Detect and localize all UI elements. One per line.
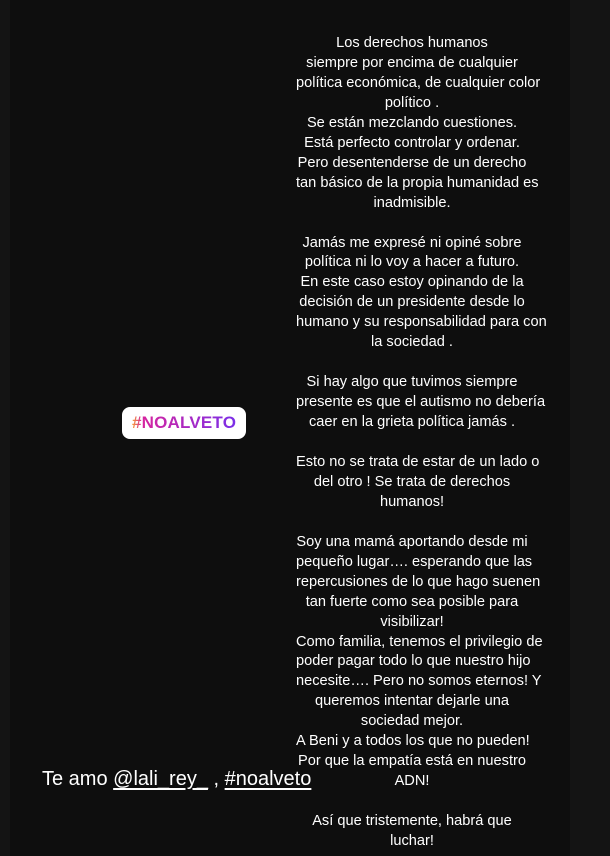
message-line: inadmisible.: [373, 194, 451, 211]
message-line: la sociedad .: [371, 334, 453, 351]
message-line: En este caso estoy opinando de la: [300, 274, 524, 291]
message-line: presente es que el autismo no debería: [296, 394, 546, 411]
message-line: ADN!: [394, 773, 430, 790]
message-line: del otro ! Se trata de derechos: [313, 473, 511, 490]
sticker-hashtag-text: NOALVETO: [141, 413, 237, 432]
message-line: necesite…. Pero no somos eternos! Y: [296, 673, 542, 690]
message-line: Esto no se trata de estar de un lado o: [296, 453, 540, 470]
message-line: política ni lo voy a hacer a futuro.: [304, 254, 520, 271]
message-line: A Beni y a todos los que no pueden!: [296, 733, 530, 750]
message-line: político .: [384, 94, 440, 111]
hashtag-sticker[interactable]: [122, 407, 246, 439]
story-message-text: [296, 34, 547, 852]
message-line: tan básico de la propia humanidad es: [296, 174, 539, 191]
message-line: política económica, de cualquier color: [296, 74, 541, 91]
message-line: Pero desentenderse de un derecho: [297, 154, 527, 171]
message-line: Se están mezclando cuestiones.: [306, 114, 518, 131]
message-line: Como familia, tenemos el privilegio de: [296, 633, 543, 650]
story-caption: [42, 768, 311, 791]
message-line: tan fuerte como sea posible para: [305, 593, 519, 610]
message-line: [296, 792, 528, 812]
message-line: Soy una mamá aportando desde mi: [296, 533, 528, 550]
hashtag-link[interactable]: #noalveto: [224, 768, 312, 790]
message-line: siempre por encima de cualquier: [306, 54, 518, 71]
message-line: Los derechos humanos: [336, 35, 488, 51]
message-line: Por que la empatía está en nuestro: [298, 753, 526, 770]
message-line: humanos!: [379, 493, 445, 510]
message-line: luchar!: [390, 833, 434, 850]
message-line: Jamás me expresé ni opiné sobre: [302, 234, 522, 251]
message-line: repercusiones de lo que hago suenen: [296, 573, 541, 590]
message-line: [296, 214, 528, 234]
mention-link[interactable]: @lali_rey_: [113, 768, 208, 790]
message-line: caer en la grieta política jamás .: [308, 414, 516, 431]
sticker-hash-symbol: #: [132, 413, 142, 432]
message-line: Está perfecto controlar y ordenar.: [304, 134, 520, 151]
message-line: sociedad mejor.: [360, 713, 464, 730]
message-line: pequeño lugar…. esperando que las: [296, 553, 533, 570]
message-line: Si hay algo que tuvimos siempre: [306, 374, 518, 391]
message-line: poder pagar todo lo que nuestro hijo: [296, 653, 531, 670]
message-line: visibilizar!: [380, 613, 444, 630]
message-line: [296, 353, 528, 373]
message-line: queremos intentar dejarle una: [315, 693, 509, 710]
message-line: decisión de un presidente desde lo: [299, 294, 525, 311]
message-line: [296, 433, 528, 453]
message-line: [296, 513, 528, 533]
caption-prefix: Te amo: [42, 768, 114, 790]
message-line: Así que tristemente, habrá que: [312, 813, 512, 830]
caption-separator: ,: [207, 768, 225, 790]
message-line: humano y su responsabilidad para con: [296, 314, 547, 331]
